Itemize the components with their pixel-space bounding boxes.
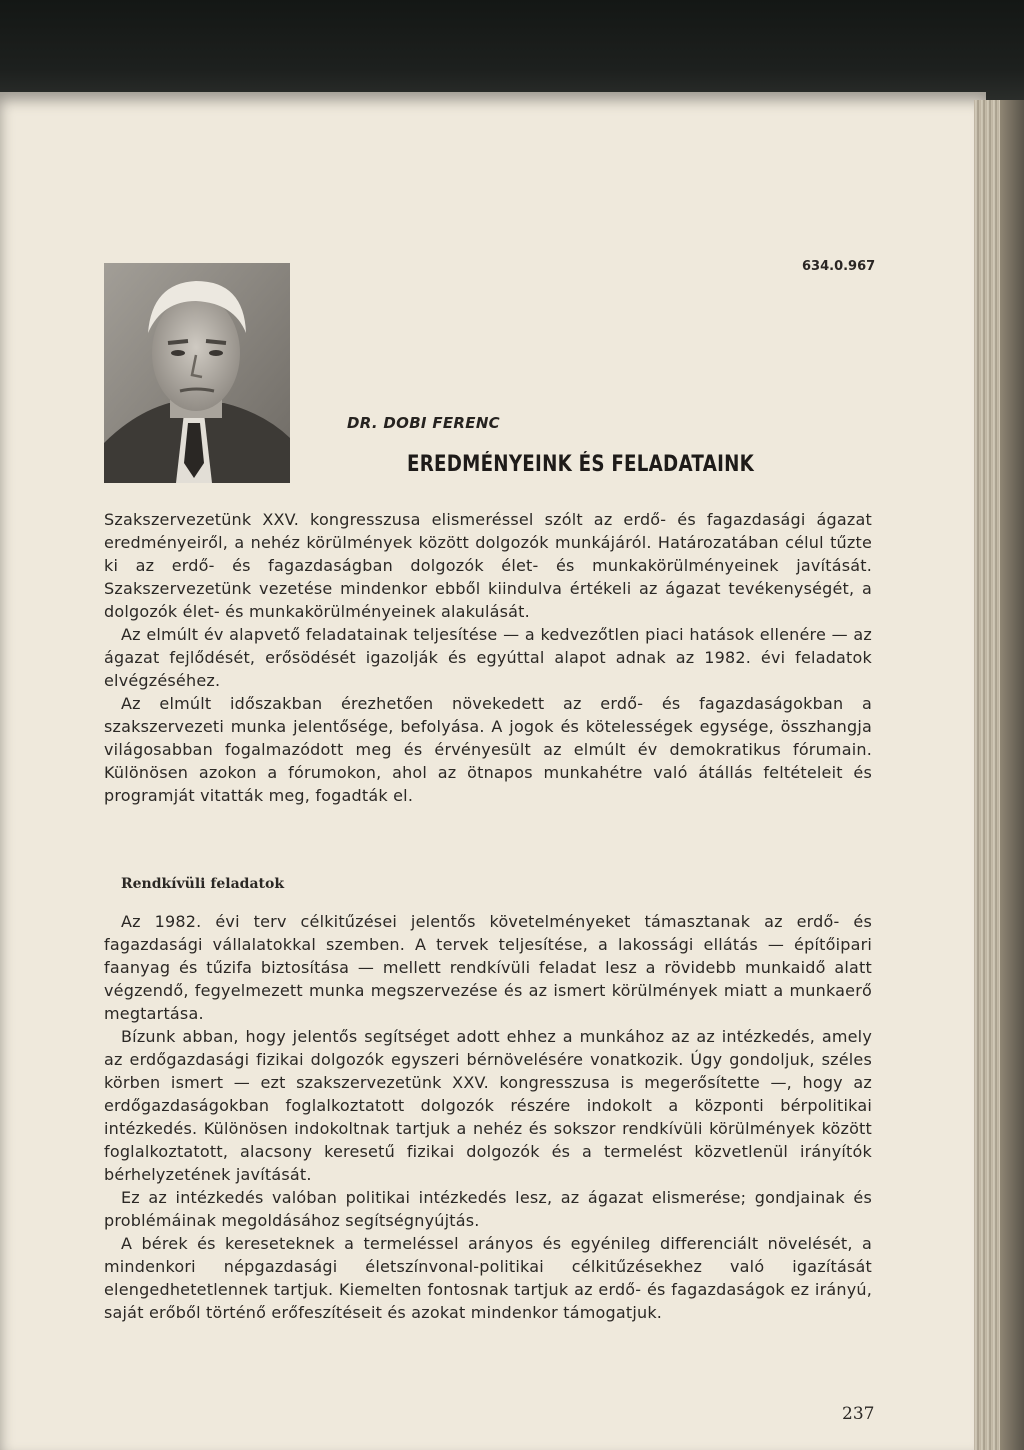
paragraph: Az elmúlt időszakban érezhetően növekedett az erdő- és fagazdaságokban a szakszervezeti munka jelentősége, befolyása. A jogok és kötelességek egysége, összhangja világosabban fogalmazódott meg és érvényesült az elmúlt év demokratikus fórumain. Különösen azokon a fórumokon, ahol az ötnapos munkahétre való átállás feltételeit és programját vitatták meg, fogadták el.	[104, 694, 872, 805]
paragraph: Az elmúlt év alapvető feladatainak teljesítése — a kedvezőtlen piaci hatások ellenére — az ágazat fejlődését, erősödését igazolják és egyúttal alapot adnak az 1982. évi feladatok elvégzéséhez.	[104, 625, 872, 690]
page-number: 237	[842, 1404, 875, 1424]
article-title: EREDMÉNYEINK ÉS FELADATAINK	[407, 452, 755, 477]
author-name: DR. DOBI FERENC	[347, 414, 500, 432]
portrait-photo-icon	[104, 263, 290, 483]
paragraph: Ez az intézkedés valóban politikai intézkedés lesz, az ágazat elismerése; gondjainak és problémáinak megoldásához segítségnyújtás.	[104, 1188, 872, 1230]
author-portrait	[104, 263, 290, 483]
paragraph: Szakszervezetünk XXV. kongresszusa elismeréssel szólt az erdő- és fagazdasági ágazat eredményeiről, a nehéz körülmények között dolgozók munkájáról. Határozatában célul tűzte ki az erdő- és fagazdaságban dolgozók élet- és munkakörülményeinek javítását. Szakszervezetünk vezetése mindenkor ebből kiindulva értékeli az ágazat tevékenységét, a dolgozók élet- és munkakörülményeinek alakulását.	[104, 510, 872, 621]
paragraph: Bízunk abban, hogy jelentős segítséget adott ehhez a munkához az az intézkedés, amely az erdőgazdasági fizikai dolgozók egyszeri bérnövelésére vonatkozik. Úgy gondoljuk, széles körben ismert — ezt szakszervezetünk XXV. kongresszusa is megerősítette —, hogy az erdőgazdaságokban foglalkoztatott dolgozók részére indokolt a központi bérpolitikai intézkedés. Különösen indokoltnak tartjuk a nehéz és sokszor rendkívüli körülmények között foglalkoztatott, alacsony keresetű fizikai dolgozók és a termelést közvetlenül irányítók bérhelyzetének javítását.	[104, 1027, 872, 1184]
book-spine-shadow	[1000, 100, 1024, 1450]
section-text	[104, 910, 872, 1324]
paragraph: Az 1982. évi terv célkitűzései jelentős követelményeket támasztanak az erdő- és fagazdasági vállalatokkal szemben. A tervek teljesítése, a lakossági ellátás — építőipari faanyag és tűzifa biztosítása — mellett rendkívüli feladat lesz a rövidebb munkaidő alatt végzendő, fegyelmezett munka megszervezése és az ismert körülmények miatt a munkaerő megtartása.	[104, 912, 872, 1023]
paragraph: A bérek és kereseteknek a termeléssel arányos és egyénileg differenciált növelését, a mindenkori népgazdasági életszínvonal-politikai célkitűzésekhez való igazítását elengedhetetlennek tartjuk. Kiemelten fontosnak tartjuk az erdő- és fagazdaságok ez irányú, saját erőből történő erőfeszítéseit és azokat mindenkor támogatjuk.	[104, 1234, 872, 1322]
intro-text	[104, 508, 872, 807]
scan-background	[0, 0, 1024, 100]
section-heading: Rendkívüli feladatok	[121, 876, 285, 892]
catalog-number: 634.0.967	[802, 259, 876, 274]
